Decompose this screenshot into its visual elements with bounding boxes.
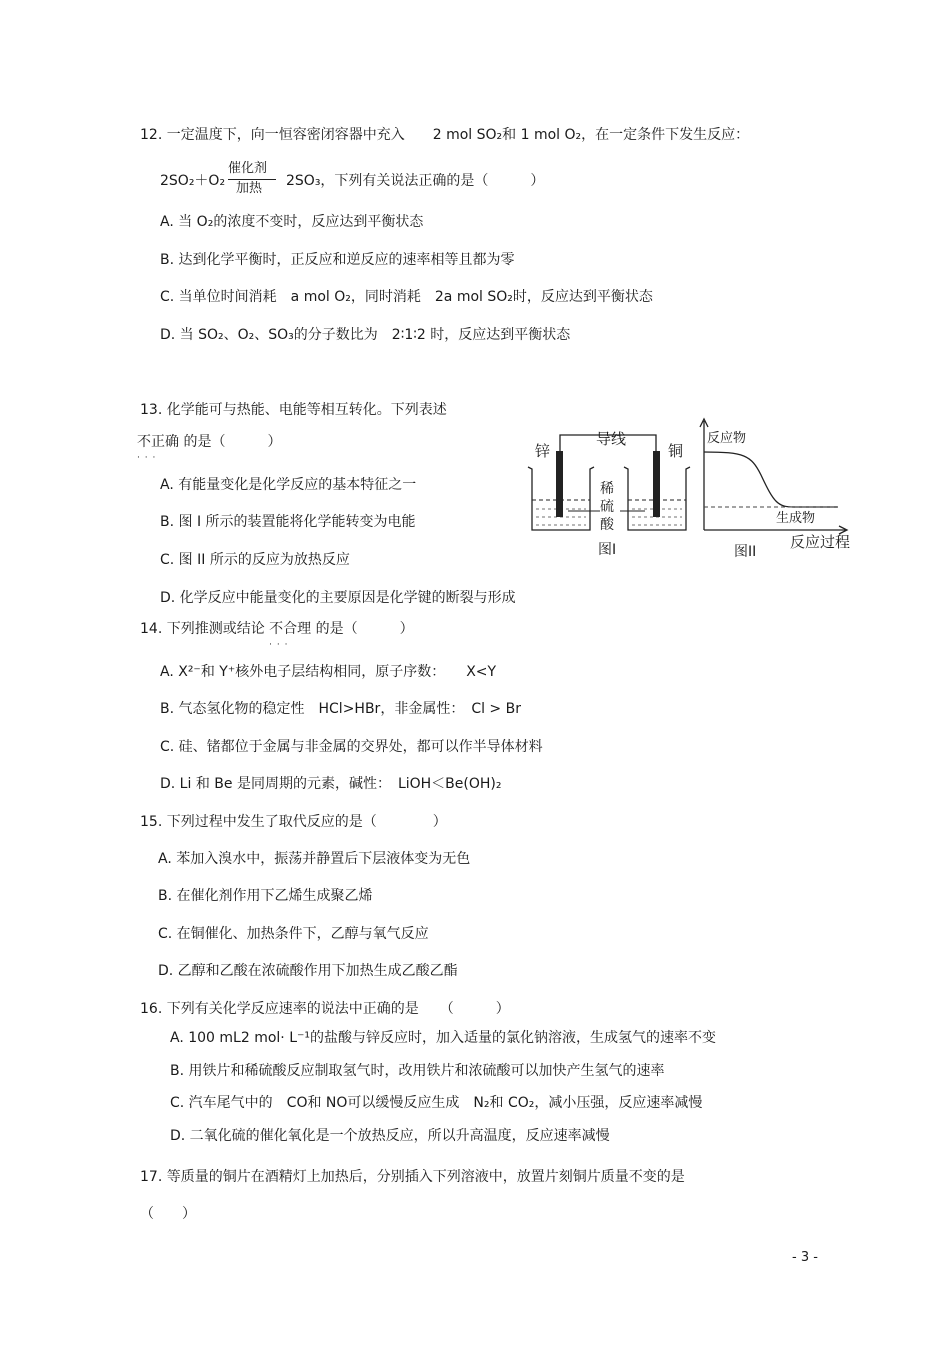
q16-stem: 16. 下列有关化学反应速率的说法中正确的是 （ ） bbox=[140, 1001, 510, 1017]
fig2-xaxis-label: 反应过程 bbox=[790, 533, 851, 551]
q14-option-b: B. 气态氢化物的稳定性 HCl>HBr，非金属性： Cl > Br bbox=[160, 701, 521, 717]
fig1-wire-label: 导线 bbox=[596, 430, 627, 448]
page-number: - 3 - bbox=[792, 1250, 818, 1265]
q13-option-a: A. 有能量变化是化学反应的基本特征之一 bbox=[160, 477, 417, 493]
q13-option-b: B. 图 I 所示的装置能将化学能转变为电能 bbox=[160, 514, 416, 530]
q14-emphasis: 不合理 · · · bbox=[269, 621, 311, 637]
q13-emphasis: 不正确 · · · bbox=[137, 434, 179, 450]
q12-option-a: A. 当 O₂的浓度不变时，反应达到平衡状态 bbox=[160, 214, 424, 230]
fig1-caption: 图I bbox=[598, 542, 617, 558]
fig1-acid-label-3: 酸 bbox=[600, 517, 614, 533]
q14-stem-pre: 14. 下列推测或结论 bbox=[140, 621, 265, 637]
q14-option-c: C. 硅、锗都位于金属与非金属的交界处，都可以作半导体材料 bbox=[160, 739, 543, 755]
q13-stem-line2 bbox=[137, 433, 281, 451]
fig1-acid-label-2: 硫 bbox=[600, 499, 614, 515]
q15-stem: 15. 下列过程中发生了取代反应的是（ ） bbox=[140, 814, 447, 830]
q14-option-d: D. Li 和 Be 是同周期的元素，碱性： LiOH＜Be(OH)₂ bbox=[160, 776, 502, 792]
q12-eq-left: 2SO₂＋O₂ bbox=[160, 173, 226, 189]
q12-option-b: B. 达到化学平衡时，正反应和逆反应的速率相等且都为零 bbox=[160, 252, 515, 268]
q14-stem bbox=[140, 620, 414, 638]
q15-option-a: A. 苯加入溴水中，振荡并静置后下层液体变为无色 bbox=[158, 851, 471, 867]
fig1-zinc-label: 锌 bbox=[535, 442, 551, 460]
q16-option-b: B. 用铁片和稀硫酸反应制取氢气时，改用铁片和浓硫酸可以加快产生氢气的速率 bbox=[170, 1063, 665, 1079]
q12-option-d: D. 当 SO₂、O₂、SO₃的分子数比为 2∶1∶2 时，反应达到平衡状态 bbox=[160, 327, 571, 343]
q12-eq-cond-top: 催化剂 bbox=[228, 161, 268, 176]
fig1-copper-label: 铜 bbox=[668, 442, 684, 460]
fig2-product-label: 生成物 bbox=[776, 511, 816, 526]
q16-option-d: D. 二氧化硫的催化氧化是一个放热反应，所以升高温度，反应速率减慢 bbox=[170, 1128, 610, 1144]
q13-stem-rest: 的是（ ） bbox=[183, 434, 282, 450]
q16-option-c: C. 汽车尾气中的 CO和 NO可以缓慢反应生成 N₂和 CO₂，减小压强，反应速率减慢 bbox=[170, 1095, 703, 1111]
q12-option-c: C. 当单位时间消耗 a mol O₂，同时消耗 2a mol SO₂时，反应达到平衡状态 bbox=[160, 289, 653, 305]
q16-option-a: A. 100 mL2 mol· L⁻¹的盐酸与锌反应时，加入适量的氯化钠溶液，生成氢气的速率不变 bbox=[170, 1030, 716, 1046]
q15-option-c: C. 在铜催化、加热条件下，乙醇与氧气反应 bbox=[158, 926, 429, 942]
q17-stem: 17. 等质量的铜片在酒精灯上加热后，分别插入下列溶液中，放置片刻铜片质量不变的是 bbox=[140, 1169, 685, 1185]
q15-option-d: D. 乙醇和乙酸在浓硫酸作用下加热生成乙酸乙酯 bbox=[158, 963, 458, 979]
q13-option-c: C. 图 II 所示的反应为放热反应 bbox=[160, 552, 350, 568]
q14-option-a: A. X²⁻和 Y⁺核外电子层结构相同，原子序数： X<Y bbox=[160, 664, 497, 680]
fig1-acid-label-1: 稀 bbox=[600, 481, 614, 497]
q13-option-d: D. 化学反应中能量变化的主要原因是化学键的断裂与形成 bbox=[160, 590, 516, 606]
q12-eq-right: 2SO₃，下列有关说法正确的是（ ） bbox=[286, 173, 545, 189]
q12-stem: 12. 一定温度下，向一恒容密闭容器中充入 2 mol SO₂和 1 mol O₂，在一定条件下发生反应： bbox=[140, 127, 750, 143]
fig2-reactant-label: 反应物 bbox=[707, 431, 747, 446]
q12-eq-cond-bottom: 加热 bbox=[236, 181, 263, 196]
fig2-caption: 图II bbox=[734, 544, 757, 560]
q14-stem-post: 的是（ ） bbox=[315, 621, 414, 637]
q13-stem: 13. 化学能可与热能、电能等相互转化。下列表述 bbox=[140, 402, 447, 418]
q17-answer-blank: （ ） bbox=[140, 1206, 196, 1222]
q15-option-b: B. 在催化剂作用下乙烯生成聚乙烯 bbox=[158, 888, 373, 904]
